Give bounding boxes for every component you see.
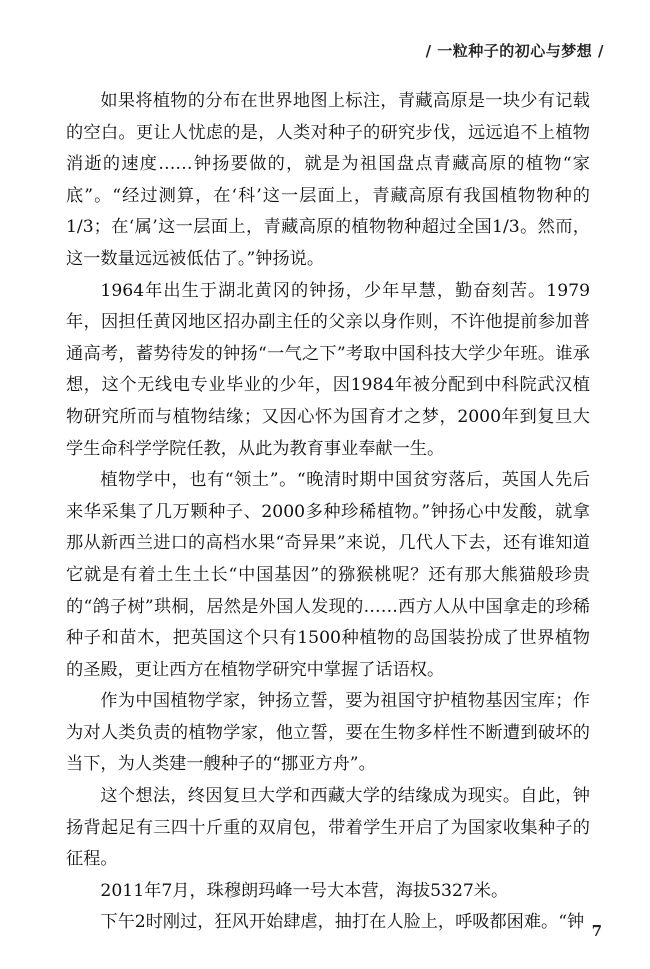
running-header-title: / 一粒种子的初心与梦想 / bbox=[425, 42, 604, 60]
paragraph-storm: 下午2时刚过，狂风开始肆虐，抽打在人脸上，呼吸都困难。“钟 bbox=[100, 912, 585, 933]
paragraph-plant-territory: 植物学中，也有“领土”。“晚清时期中国贫穷落后，英国人先后来华采集了几万颗种子、2000多种珍稀植物。”钟扬心中发酸，就拿那从新西兰进口的高档水果“奇异果”来说，几代人下去，还有谁知道它就是有着土生土长“中国基因”的猕猴桃呢？还有那大熊猫般珍贵的“鸽子树”珙桐，居然是外国人发现的……西方人从中国拿走的珍稀种子和苗木，把英国这个只有1500种植物的岛国装扮成了世界植物的圣殿，更让西方在植物学研究中掌握了话语权。 bbox=[66, 470, 590, 680]
paragraph-everest-date: 2011年7月，珠穆朗玛峰一号大本营，海拔5327米。 bbox=[100, 880, 509, 901]
paragraph-biography: 1964年出生于湖北黄冈的钟扬，少年早慧，勤奋刻苦。1979年，因担任黄冈地区招办副主任的父亲以身作则，不许他提前参加普通高考，蓄势待发的钟扬“一气之下”考取中国科技大学少年班。谁承想，这个无线电专业毕业的少年，因1984年被分配到中科院武汉植物研究所而与植物结缘；又因心怀为国育才之梦，2000年到复旦大学生命科学学院任教，从此为教育事业奉献一生。 bbox=[66, 280, 590, 459]
page-number: 7 bbox=[591, 922, 602, 940]
page-body bbox=[66, 86, 590, 939]
paragraph-herbarium-gap: 如果将植物的分布在世界地图上标注，青藏高原是一块少有记载的空白。更让人忧虑的是，人类对种子的研究步伐，远远追不上植物消逝的速度……钟扬要做的，就是为祖国盘点青藏高原的植物“家底”。“经过测算，在‘科’这一层面上，青藏高原有我国植物物种的1/3；在‘属’这一层面上，青藏高原的植物物种超过全国1/3。然而，这一数量远远被低估了。”钟扬说。 bbox=[66, 91, 590, 269]
paragraph-vow: 作为中国植物学家，钟扬立誓，要为祖国守护植物基因宝库；作为对人类负责的植物学家，他立誓，要在生物多样性不断遭到破坏的当下，为人类建一艘种子的“挪亚方舟”。 bbox=[66, 691, 590, 775]
paragraph-seed-journey: 这个想法，终因复旦大学和西藏大学的结缘成为现实。自此，钟扬背起足有三四十斤重的双肩包，带着学生开启了为国家收集种子的征程。 bbox=[66, 786, 590, 870]
